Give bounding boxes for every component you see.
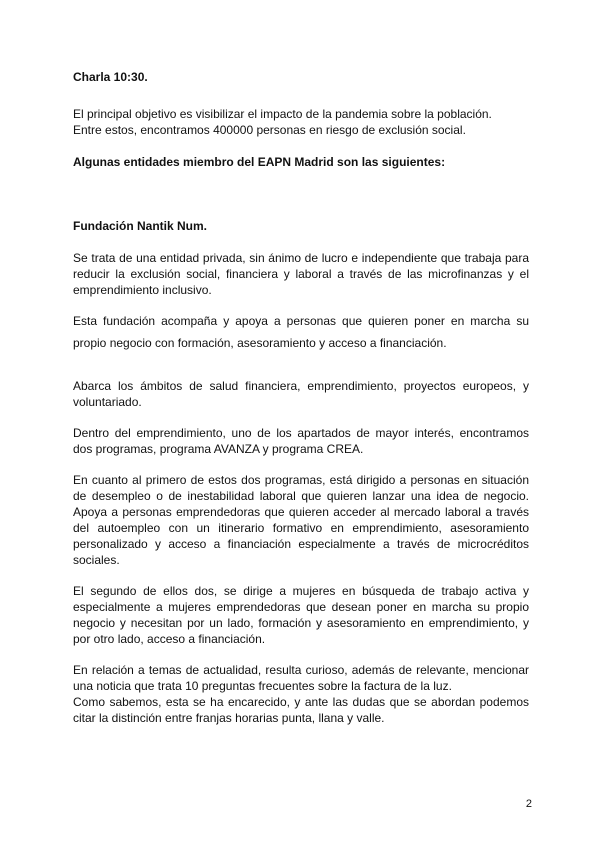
paragraph-line: propio negocio con formación, asesoramiento y acceso a financiación. (73, 336, 447, 350)
paragraph-line: Se trata de una entidad privada, sin ánimo de lucro e independiente que trabaja para (73, 251, 529, 265)
paragraph-description (73, 250, 529, 298)
paragraph-line: Dentro del emprendimiento, uno de los apartados de mayor interés, encontramos (73, 426, 529, 440)
paragraph-line: personalizado y acceso a financiación especialmente a través de microcréditos (73, 537, 529, 551)
paragraph-line: sociales. (73, 553, 120, 567)
paragraph-areas (73, 378, 529, 410)
paragraph-line: voluntariado. (73, 395, 142, 409)
paragraph-line: de desempleo o de inestabilidad laboral que quieren lanzar una idea de negocio. (73, 489, 529, 503)
entity-title: Fundación Nantik Num. (73, 219, 208, 233)
paragraph-line: Como sabemos, esta se ha encarecido, y ante las dudas que se abordan podemos (73, 695, 529, 709)
paragraph-line: especialmente a mujeres emprendedoras que desean poner en marcha su propio (73, 600, 529, 614)
paragraph-line: El segundo de ellos dos, se dirige a mujeres en búsqueda de trabajo activa y (73, 584, 529, 598)
paragraph-line: Abarca los ámbitos de salud financiera, emprendimiento, proyectos europeos, y (73, 379, 529, 393)
paragraph-crea (73, 583, 529, 647)
intro-paragraph (73, 106, 529, 138)
paragraph-programs (73, 425, 529, 457)
paragraph-line: por otro lado, acceso a financiación. (73, 632, 266, 646)
paragraph-line: En relación a temas de actualidad, resulta curioso, además de relevante, mencionar (73, 663, 529, 677)
paragraph-line: reducir la exclusión social, financiera y laboral a través de las microfinanzas y el (73, 267, 529, 281)
intro-line: El principal objetivo es visibilizar el impacto de la pandemia sobre la población. (73, 107, 492, 121)
intro-line: Entre estos, encontramos 400000 personas en riesgo de exclusión social. (73, 123, 466, 137)
talk-title: Charla 10:30. (73, 70, 148, 84)
paragraph-current-affairs (73, 662, 529, 726)
page-number: 2 (525, 798, 532, 810)
paragraph-line: dos programas, programa AVANZA y programa CREA. (73, 442, 364, 456)
paragraph-line: En cuanto al primero de estos dos programas, está dirigido a personas en situación (73, 473, 529, 487)
paragraph-line: Apoya a personas emprendedoras que quieren acceder al mercado laboral a través (73, 505, 529, 519)
paragraph-line: negocio y necesitan por un lado, formación y asesoramiento en emprendimiento, y (73, 616, 529, 630)
paragraph-avanza (73, 472, 529, 568)
paragraph-line: citar la distinción entre franjas horarias punta, llana y valle. (73, 711, 385, 725)
paragraph-line: una noticia que trata 10 preguntas frecuentes sobre la factura de la luz. (73, 679, 452, 693)
paragraph-line: Esta fundación acompaña y apoya a personas que quieren poner en marcha su (73, 314, 529, 328)
members-heading: Algunas entidades miembro del EAPN Madrid son las siguientes: (73, 155, 446, 169)
paragraph-line: emprendimiento inclusivo. (73, 283, 212, 297)
paragraph-line: del autoempleo con un itinerario formativo en emprendimiento, asesoramiento (73, 521, 529, 535)
paragraph-foundation-support (73, 313, 529, 351)
